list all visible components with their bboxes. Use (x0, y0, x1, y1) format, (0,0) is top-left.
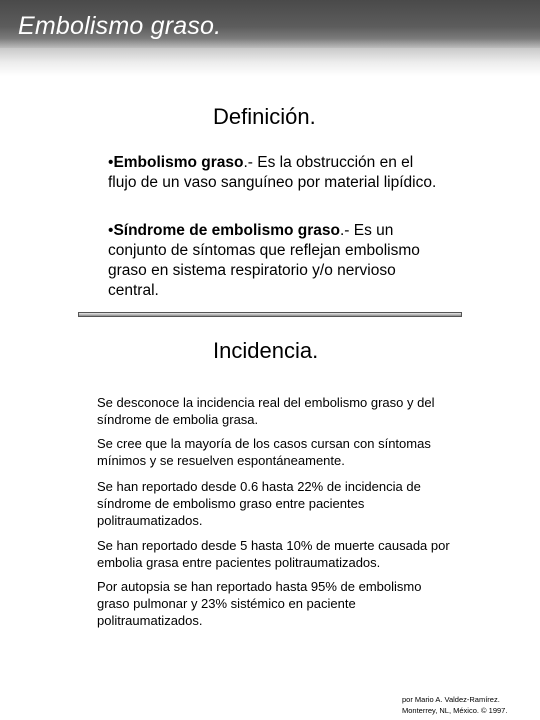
slide-title: Embolismo graso. (18, 12, 222, 40)
bullet: • (108, 154, 114, 171)
definition-heading: Definición. (213, 104, 316, 129)
incidence-paragraph: Se desconoce la incidencia real del embolismo graso y del síndrome de embolia grasa. (97, 395, 435, 427)
definition-term: Embolismo graso (113, 154, 244, 171)
definition-item (108, 153, 438, 193)
incidence-paragraph: Se cree que la mayoría de los casos cursan con síntomas mínimos y se resuelven espontáneamente. (97, 436, 431, 468)
author-credit (402, 694, 540, 716)
header-gradient (0, 48, 540, 76)
incidence-heading: Incidencia. (213, 338, 319, 363)
incidence-paragraph: Por autopsia se han reportado hasta 95% de embolismo graso pulmonar y 23% sistémico en paciente politraumatizados. (97, 579, 422, 628)
section-divider (78, 312, 462, 317)
credit-line: Monterrey, NL, México. © 1997. (402, 706, 508, 715)
definition-term: Síndrome de embolismo graso (113, 222, 340, 239)
definition-item (108, 221, 438, 301)
credit-line: por Mario A. Valdez-Ramírez. (402, 695, 500, 704)
incidence-paragraph: Se han reportado desde 5 hasta 10% de muerte causada por embolia grasa entre pacientes politraumatizados. (97, 538, 450, 570)
definition-text: .- Es la obstrucción en el flujo de un vaso sanguíneo por material lipídico. (108, 154, 437, 191)
incidence-paragraph: Se han reportado desde 0.6 hasta 22% de incidencia de síndrome de embolismo graso entre pacientes politraumatizados. (97, 479, 421, 528)
bullet: • (108, 222, 114, 239)
definition-text: .- Es un conjunto de síntomas que reflejan embolismo graso en sistema respiratorio y/o nervioso central. (108, 222, 420, 299)
